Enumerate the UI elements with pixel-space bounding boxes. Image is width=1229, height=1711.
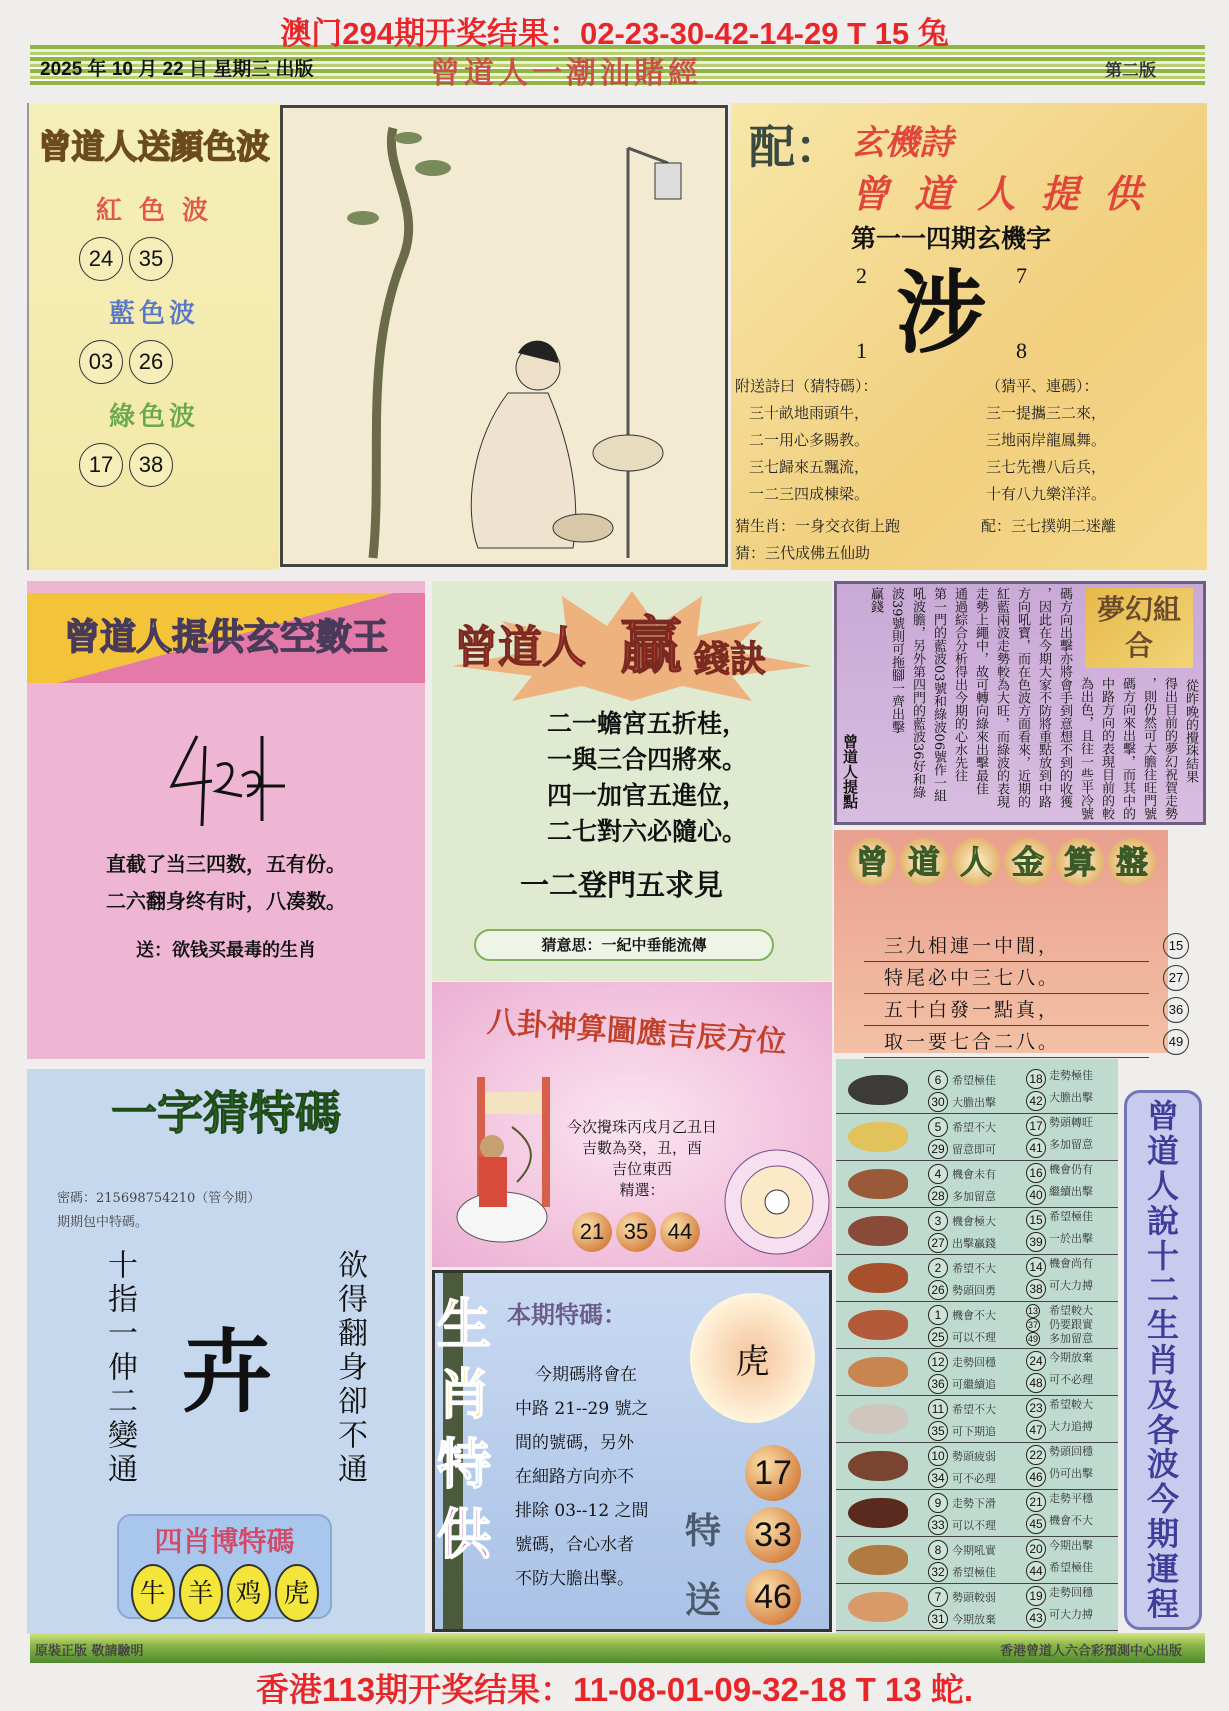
yizi-big-char: 卉 — [182, 1319, 272, 1425]
number-ball: 38 — [129, 443, 173, 487]
note-line: 期期包中特碼。 — [57, 1215, 149, 1230]
banner-char: 期 — [1146, 1514, 1179, 1553]
menghuan-column: 碼方向出擊亦將會手到意想不到的收獲 — [1057, 587, 1072, 808]
zodiac-note: 可不必理 — [1049, 1373, 1093, 1386]
bagua-title: 八卦神算圖應吉辰方位 — [485, 1004, 788, 1061]
handwritten-number-icon — [167, 731, 287, 831]
zodiac-note: 多加留意 — [1049, 1332, 1093, 1345]
banner-char: 生 — [1146, 1306, 1179, 1345]
zodiac-row — [836, 1349, 1118, 1396]
zodiac-number: 30 — [928, 1092, 948, 1112]
zodiac-row — [836, 1443, 1118, 1490]
yingqian-line: 四一加官五進位， — [547, 781, 748, 810]
bagua-line: 吉位東西 — [611, 1161, 672, 1178]
zodiac-number: 32 — [928, 1562, 948, 1582]
special-number-ball: 17 — [745, 1445, 801, 1501]
zodiac-number: 16 — [1026, 1163, 1046, 1183]
horse-icon — [848, 1357, 908, 1387]
zodiac-number: 34 — [928, 1468, 948, 1488]
footer-left: 原裝正版 敬請驗明 — [35, 1644, 144, 1659]
zodiac-note: 可不必理 — [952, 1472, 996, 1485]
menghuan-column: 中路方向的表現目前的較 — [1099, 677, 1114, 820]
zodiac-note: 希望不大 — [952, 1403, 996, 1416]
poem-right-line: 三地兩岸龍鳳舞。 — [986, 431, 1107, 449]
pick-number-ball: 21 — [572, 1212, 612, 1252]
yizi-panel — [27, 1069, 425, 1634]
special-text-line: 排除 03--12 之間 — [515, 1501, 649, 1521]
yingqian-panel — [432, 581, 832, 981]
zodiac-note: 走勢下滑 — [952, 1497, 996, 1510]
macau-result: 澳门294期开奖结果：02-23-30-42-14-29 T 15 兔 — [280, 16, 949, 51]
special-text-line: 不防大膽出擊。 — [515, 1569, 634, 1589]
rat-icon — [848, 1075, 908, 1105]
suanpan-line — [864, 994, 1184, 1026]
zodiac-number: 12 — [928, 1352, 948, 1372]
zodiac-row — [836, 1161, 1118, 1208]
zodiac-row — [836, 1067, 1118, 1114]
suanpan-line — [864, 962, 1184, 994]
yizi-title: 一字猜特碼 — [111, 1086, 341, 1140]
zodiac-note: 勢頭轉旺 — [1049, 1116, 1093, 1129]
poem-title: 玄機詩 — [851, 123, 953, 163]
suanpan-title-char: 金 — [1004, 838, 1052, 886]
zodiac-number: 43 — [1026, 1608, 1046, 1628]
monkey-icon — [848, 1451, 908, 1481]
dog-icon — [848, 1545, 908, 1575]
poem-right-line: 三一提攜三二來， — [986, 404, 1107, 422]
menghuan-column: ，則仍然可大膽往旺門號 — [1141, 677, 1156, 820]
zodiac-number: 37 — [1027, 1320, 1038, 1330]
suanpan-number: 15 — [1163, 933, 1189, 959]
wave-numbers — [29, 237, 279, 281]
banner-char: 說 — [1146, 1201, 1179, 1240]
zodiac-note: 大膽出擊 — [1049, 1091, 1093, 1104]
pei-line: 配：三七撲朔二迷離 — [981, 517, 1117, 535]
zodiac-number: 40 — [1026, 1185, 1046, 1205]
menghuan-column: 第一門的藍波03號和綠波06號作一組 — [931, 587, 946, 803]
four-zodiac-ball: 虎 — [275, 1564, 319, 1622]
footer-right: 香港曾道人六合彩預測中心出版 — [1000, 1644, 1183, 1659]
zodiac-number: 39 — [1026, 1232, 1046, 1252]
yingqian-line: 一與三合四將來。 — [547, 745, 748, 774]
edition: 第二版 — [1105, 61, 1156, 81]
zodiac-number: 15 — [1026, 1210, 1046, 1230]
shengxiao-panel — [432, 1270, 832, 1632]
zodiac-number: 9 — [928, 1493, 948, 1513]
masthead: 曾道人一潮汕賭經 — [430, 56, 702, 91]
banner-char: 肖 — [1146, 1340, 1179, 1379]
zodiac-note: 希望極佳 — [1049, 1210, 1093, 1223]
zodiac-number: 36 — [928, 1374, 948, 1394]
dragon-icon — [848, 1263, 908, 1293]
tiger-icon — [848, 1169, 908, 1199]
zodiac-note: 希望極佳 — [1049, 1561, 1093, 1574]
zodiac-note: 留意即可 — [952, 1143, 996, 1156]
special-text-line: 在細路方向亦不 — [515, 1467, 634, 1487]
poem-right-line: 十有八九樂洋洋。 — [986, 485, 1107, 503]
zodiac-note: 機會不大 — [1049, 1514, 1093, 1527]
zodiac-note: 走勢極佳 — [1049, 1069, 1093, 1082]
zodiac-note: 出擊贏錢 — [952, 1237, 996, 1250]
side-title-char: 肖 — [437, 1363, 491, 1426]
zodiac-number: 38 — [1026, 1279, 1046, 1299]
special-text-line: 間的號碼，另外 — [515, 1433, 634, 1453]
zodiac-note: 大力追搏 — [1049, 1420, 1093, 1433]
zodiac-number: 19 — [1026, 1586, 1046, 1606]
xuanji-poem-panel — [731, 103, 1207, 570]
zodiac-note: 勢頭回穩 — [1049, 1445, 1093, 1458]
zodiac-note: 希望較大 — [1049, 1398, 1093, 1411]
zodiac-number: 25 — [928, 1327, 948, 1347]
zodiac-number: 23 — [1026, 1398, 1046, 1418]
suanpan-title-char: 人 — [952, 838, 1000, 886]
four-zodiac-ball: 牛 — [131, 1564, 175, 1622]
number-ball: 35 — [129, 237, 173, 281]
poem-right-head: （猜平、連碼）： — [986, 377, 1099, 395]
yingqian-extra: 一二登門五求見 — [520, 868, 724, 902]
guess-line: 猜：三代成佛五仙助 — [735, 544, 871, 562]
zodiac-number: 18 — [1026, 1069, 1046, 1089]
banner-char: 十 — [1146, 1236, 1179, 1275]
color-wave-panel — [27, 103, 279, 570]
zodiac-note: 走勢回穩 — [1049, 1586, 1093, 1599]
zodiac-number: 13 — [1027, 1306, 1038, 1316]
zodiac-number: 49 — [1027, 1334, 1038, 1344]
zodiac-row — [836, 1396, 1118, 1443]
zodiac-note: 大膽出擊 — [952, 1096, 996, 1109]
zodiac-row — [836, 1302, 1118, 1349]
yingqian-line: 二一蟾宮五折桂， — [547, 709, 748, 738]
zodiac-number: 26 — [928, 1280, 948, 1300]
zodiac-number: 3 — [928, 1211, 948, 1231]
banner-char: 及 — [1146, 1375, 1179, 1414]
special-title: 本期特碼： — [507, 1301, 627, 1329]
zodiac-note: 可大力搏 — [1049, 1279, 1093, 1292]
zodiac-note: 今期吼實 — [952, 1544, 996, 1557]
zodiac-note: 機會極大 — [952, 1215, 996, 1228]
issue-date: 2025 年 10 月 22 日 星期三 出版 — [40, 59, 314, 80]
zodiac-number: 7 — [928, 1587, 948, 1607]
zodiac-note: 機會仍有 — [1049, 1163, 1093, 1176]
zodiac-number: 24 — [1026, 1351, 1046, 1371]
kongshu-panel — [27, 581, 425, 1059]
zodiac-note: 勢頭回勇 — [952, 1284, 996, 1297]
zodiac-number: 22 — [1026, 1445, 1046, 1465]
special-zodiac: 虎 — [690, 1293, 815, 1423]
poem-left-line: 一二三四成棟梁。 — [749, 485, 870, 503]
banner-char: 二 — [1146, 1271, 1179, 1310]
pick-number-ball: 44 — [660, 1212, 700, 1252]
zodiac-row — [836, 1584, 1118, 1631]
right-vertical-verse: 欲得翻身卻不通 — [332, 1249, 367, 1487]
banner-char: 運 — [1146, 1549, 1179, 1588]
lady-illustration-icon — [283, 108, 725, 564]
rooster-icon — [848, 1498, 908, 1528]
send-char: 特 — [685, 1511, 722, 1552]
four-zodiac-title: 四肖博特碼 — [154, 1525, 295, 1558]
zodiac-row — [836, 1208, 1118, 1255]
kongshu-title: 曾道人提供玄空數王 — [63, 616, 388, 658]
hk-result: 香港113期开奖结果：11-08-01-09-32-18 T 13 蛇. — [255, 1671, 974, 1708]
side-title-char: 供 — [437, 1503, 491, 1566]
zodiac-note: 今期放棄 — [1049, 1351, 1093, 1364]
zodiac-number: 41 — [1026, 1138, 1046, 1158]
special-text-line: 今期碼將會在 — [535, 1365, 637, 1385]
suanpan-line-text: 取一要七合二八。 — [884, 1031, 1061, 1053]
corner-number: 2 — [856, 263, 867, 288]
special-text-line: 中路 21--29 號之 — [515, 1399, 649, 1419]
zodiac-note: 機會不大 — [952, 1309, 996, 1322]
poem-left-line: 三七歸來五飄流， — [749, 458, 870, 476]
zodiac-number: 8 — [928, 1540, 948, 1560]
zodiac-number: 10 — [928, 1446, 948, 1466]
zodiac-number: 35 — [928, 1421, 948, 1441]
bagua-line: 今次攪珠丙戌月乙丑日 — [566, 1119, 717, 1136]
zodiac-number: 33 — [928, 1515, 948, 1535]
zodiac-note: 可以不理 — [952, 1519, 996, 1532]
zodiac-note: 希望極佳 — [952, 1074, 996, 1087]
zodiac-number: 17 — [1026, 1116, 1046, 1136]
zodiac-note: 繼續出擊 — [1049, 1185, 1093, 1198]
suanpan-number: 27 — [1163, 965, 1189, 991]
suanpan-line-text: 五十白發一點真， — [884, 999, 1061, 1021]
menghuan-panel — [834, 581, 1206, 825]
wave-label: 綠色波 — [108, 402, 199, 432]
zodiac-number: 4 — [928, 1164, 948, 1184]
yingqian-line: 二七對六必隨心。 — [547, 817, 748, 846]
suanpan-line — [864, 1026, 1184, 1058]
zodiac-number: 27 — [928, 1233, 948, 1253]
zodiac-note: 多加留意 — [952, 1190, 996, 1203]
side-title-char: 生 — [437, 1293, 491, 1356]
pig-icon — [848, 1592, 908, 1622]
suanpan-panel — [834, 830, 1184, 1053]
four-zodiac-ball: 羊 — [179, 1564, 223, 1622]
number-ball: 03 — [79, 340, 123, 384]
guess-zodiac: 猜生肖：一身交衣街上跑 — [735, 517, 901, 535]
suanpan-number: 49 — [1163, 1029, 1189, 1055]
zodiac-number: 1 — [928, 1305, 948, 1325]
zodiac-row — [836, 1255, 1118, 1302]
suanpan-line-text: 特尾必中三七八。 — [884, 967, 1061, 989]
bagua-panel — [432, 982, 832, 1267]
zodiac-note: 希望不大 — [952, 1121, 996, 1134]
zodiac-note: 今期放棄 — [952, 1613, 996, 1626]
zodiac-note: 勢頭較弱 — [952, 1591, 996, 1604]
poem-right-line: 三七先禮八后兵， — [986, 458, 1107, 476]
banner-char: 各 — [1146, 1410, 1179, 1449]
menghuan-column: ，因此在今期大家不防將重點放到中路 — [1036, 587, 1051, 808]
four-zodiac-ball: 鸡 — [227, 1564, 271, 1622]
number-ball: 26 — [129, 340, 173, 384]
menghuan-column: 波39號則可拖腳一齊出擊 — [889, 587, 904, 734]
zodiac-number: 5 — [928, 1117, 948, 1137]
zodiac-note: 多加留意 — [1049, 1138, 1093, 1151]
suanpan-line — [864, 930, 1184, 962]
ox-icon — [848, 1122, 908, 1152]
corner-number: 8 — [1016, 338, 1027, 363]
menghuan-column: 碼方向來出擊，而其中的 — [1120, 677, 1135, 820]
xuanji-char: 涉 — [896, 260, 986, 366]
special-number-ball: 46 — [745, 1569, 801, 1625]
color-wave-title: 曾道人送顏色波 — [38, 127, 270, 166]
zodiac-row — [836, 1537, 1118, 1584]
banner-char: 曾 — [1146, 1097, 1179, 1136]
zodiac-note: 仍要跟實 — [1049, 1318, 1093, 1331]
zodiac-row — [836, 1114, 1118, 1161]
banner-char: 道 — [1146, 1132, 1179, 1171]
zodiac-note: 勢頭疲弱 — [952, 1450, 996, 1463]
kongshu-line: 直截了当三四数，五有份。 — [106, 852, 346, 876]
suanpan-title-char: 道 — [900, 838, 948, 886]
zodiac-note: 可下期追 — [952, 1425, 996, 1438]
zodiac-banner — [1124, 1090, 1202, 1630]
zodiac-number: 21 — [1026, 1492, 1046, 1512]
number-ball: 17 — [79, 443, 123, 487]
zodiac-number: 6 — [928, 1070, 948, 1090]
poem-left-line: 二一用心多賜教。 — [749, 431, 870, 449]
pei-label: 配： — [749, 120, 841, 174]
special-text-line: 號碼，合心水者 — [515, 1535, 634, 1555]
zodiac-number: 45 — [1026, 1514, 1046, 1534]
zodiac-note: 仍可出擊 — [1049, 1467, 1093, 1480]
zodiac-note: 一於出擊 — [1049, 1232, 1093, 1245]
zodiac-number: 44 — [1026, 1561, 1046, 1581]
zodiac-number: 46 — [1026, 1467, 1046, 1487]
zodiac-fortune-table — [836, 1059, 1118, 1634]
side-title-char: 特 — [437, 1433, 491, 1496]
menghuan-title: 夢幻組合 — [1085, 588, 1193, 668]
zodiac-note: 可以不理 — [952, 1331, 996, 1344]
bagua-line: 精選： — [619, 1182, 665, 1199]
goat-icon — [848, 1404, 908, 1434]
menghuan-column: 吼波膽，另外第四門的藍波36好和綠 — [910, 587, 925, 799]
zodiac-note: 機會尚有 — [1049, 1257, 1093, 1270]
banner-char: 人 — [1146, 1166, 1179, 1205]
wave-numbers — [29, 443, 279, 487]
menghuan-column: 從昨晚的攪珠結果 — [1183, 679, 1198, 783]
pick-number-ball: 35 — [616, 1212, 656, 1252]
zodiac-number: 42 — [1026, 1091, 1046, 1111]
banner-char: 程 — [1146, 1584, 1179, 1623]
zodiac-note: 機會未有 — [952, 1168, 996, 1181]
zodiac-number: 47 — [1026, 1420, 1046, 1440]
kongshu-gift: 送：欲钱买最毒的生肖 — [136, 940, 316, 961]
warrior-archer-icon — [437, 1077, 562, 1262]
bagua-line: 吉數為癸，丑，酉 — [581, 1140, 702, 1157]
illustration — [280, 105, 728, 567]
suanpan-title-char: 曾 — [848, 838, 896, 886]
suanpan-title-char: 盤 — [1108, 838, 1156, 886]
menghuan-column: 走勢上繩中，故可轉向綠來出擊最佳 — [973, 587, 988, 795]
zodiac-number: 28 — [928, 1186, 948, 1206]
wave-label: 紅 色 波 — [95, 196, 213, 226]
zodiac-number: 48 — [1026, 1373, 1046, 1393]
zodiac-note: 今期出擊 — [1049, 1539, 1093, 1552]
special-number-ball: 33 — [745, 1507, 801, 1563]
bagua-compass-icon — [722, 1142, 832, 1262]
zodiac-note: 希望極佳 — [952, 1566, 996, 1579]
wave-label: 藍色波 — [108, 299, 199, 329]
poem-provider: 曾 道 人 提 供 — [851, 172, 1148, 216]
poem-left-line: 三十畝地雨頭牛， — [749, 404, 870, 422]
issue-label: 第一一四期玄機字 — [851, 224, 1052, 253]
zodiac-number: 31 — [928, 1609, 948, 1629]
yingqian-title-b: 贏 — [620, 609, 683, 682]
yingqian-hint: 猜意思：一紀中垂能流傳 — [474, 929, 774, 961]
rabbit-icon — [848, 1216, 908, 1246]
zodiac-note: 走勢回穩 — [952, 1356, 996, 1369]
zodiac-number: 14 — [1026, 1257, 1046, 1277]
left-vertical-verse: 十指一伸二變通 — [102, 1249, 137, 1487]
zodiac-note: 希望不大 — [952, 1262, 996, 1275]
menghuan-sign: 曾道人提點 — [841, 734, 859, 809]
corner-number: 7 — [1016, 263, 1027, 288]
menghuan-column: 為出色，且往一些半冷號 — [1078, 677, 1093, 820]
number-ball: 24 — [79, 237, 123, 281]
suanpan-title-char: 算 — [1056, 838, 1104, 886]
menghuan-column: 紅藍兩波走勢較為大旺，而綠波的表現 — [994, 587, 1009, 808]
snake-icon — [848, 1310, 908, 1340]
menghuan-column: 得出目前的夢幻祝賀走勢 — [1162, 677, 1177, 820]
zodiac-number: 11 — [928, 1399, 948, 1419]
zodiac-row — [836, 1490, 1118, 1537]
menghuan-column: 通過綜合分析得出今期的心水先往 — [952, 587, 967, 782]
password-line: 密碼：215698754210（管今期） — [57, 1191, 261, 1206]
suanpan-number: 36 — [1163, 997, 1189, 1023]
kongshu-line: 二六翻身终有时，八凑数。 — [106, 889, 346, 913]
menghuan-column: 贏錢 — [868, 587, 883, 613]
corner-number: 1 — [856, 338, 867, 363]
zodiac-note: 走勢平穩 — [1049, 1492, 1093, 1505]
zodiac-number: 29 — [928, 1139, 948, 1159]
suanpan-line-text: 三九相連一中間， — [884, 935, 1061, 957]
zodiac-note: 可繼續追 — [952, 1378, 996, 1391]
wave-numbers — [29, 340, 279, 384]
banner-char: 波 — [1146, 1445, 1179, 1484]
zodiac-number: 20 — [1026, 1539, 1046, 1559]
zodiac-note: 希望較大 — [1049, 1304, 1093, 1317]
send-char: 送 — [685, 1580, 722, 1621]
banner-char: 今 — [1146, 1480, 1179, 1519]
yingqian-title-c: 錢訣 — [694, 639, 767, 680]
yingqian-title-a: 曾道人 — [454, 622, 586, 673]
zodiac-note: 可大力搏 — [1049, 1608, 1093, 1621]
zodiac-number: 2 — [928, 1258, 948, 1278]
poem-left-head: 附送詩曰（猜特碼）： — [735, 377, 878, 395]
menghuan-column: 方向吼寶，而在色波方面看來，近期的 — [1015, 587, 1030, 808]
